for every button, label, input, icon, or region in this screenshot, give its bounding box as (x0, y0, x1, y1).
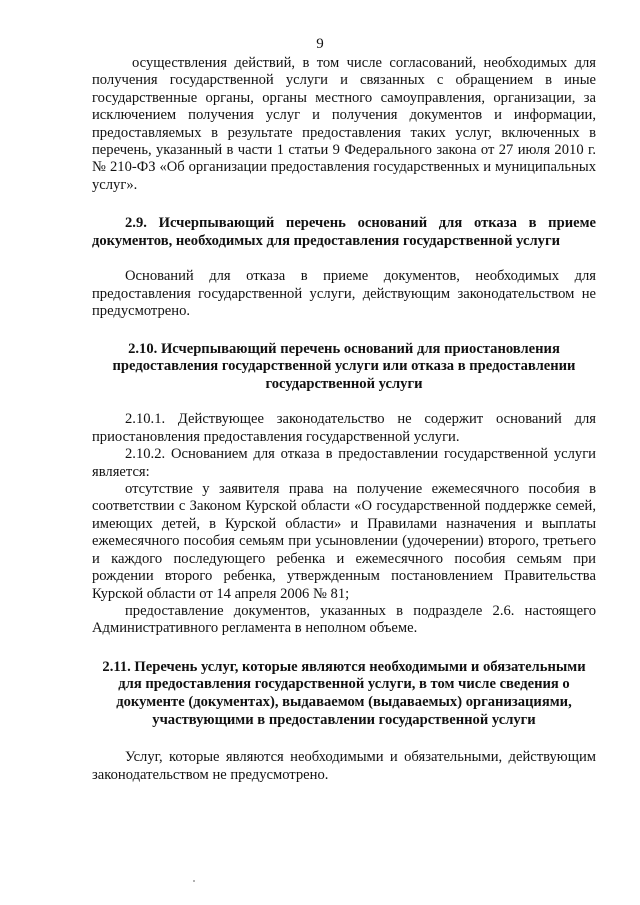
section-2-10-heading: 2.10. Исчерпывающий перечень оснований для приостановления предоставления государственной услуги или отказа в предоставлении государственной услуги (112, 340, 576, 392)
spacer (92, 393, 596, 411)
section-2-11-body: Услуг, которые являются необходимыми и обязательными, действующим законодательством не предусмотрено. (92, 749, 596, 783)
section-2-10-paragraph-1: 2.10.1. Действующее законодательство не содержит оснований для приостановления предоставления государственной услуги. (92, 411, 596, 445)
scan-speck (193, 880, 195, 882)
page-number: 9 (316, 36, 324, 52)
section-2-10-paragraph-4: предоставление документов, указанных в подразделе 2.6. настоящего Административного регламента в неполном объеме. (92, 602, 596, 637)
document-body (92, 55, 596, 784)
spacer (92, 321, 596, 341)
section-2-9-heading: 2.9. Исчерпывающий перечень оснований для отказа в приеме документов, необходимых для предоставления государственной услуги (92, 215, 596, 249)
spacer (92, 638, 596, 659)
section-2-10-paragraph-2: 2.10.2. Основанием для отказа в предоставлении государственной услуги является: (92, 446, 596, 480)
section-2-10-paragraph-3: отсутствие у заявителя права на получение ежемесячного пособия в соответствии с Законом Курской области «О государственной поддержке семей, имеющих детей, в Курской области» и Правилами назначения и выплаты ежемесячного пособия семьям при усыновлении (удочерении) второго, третьего и каждого последующего ребенка и ежемесячного пособия семьям при рождении второго ребенка, утвержденным постановлением Правительства Курской области от 14 апреля 2006 № 81; (92, 481, 596, 602)
spacer (92, 194, 596, 215)
intro-paragraph: осуществления действий, в том числе согласований, необходимых для получения государственной услуги и связанных с обращением в иные государственные органы, органы местного самоуправления, организации, за исключением получения услуг и получения документов и информации, предоставляемых в результате предоставления таких услуг, включенных в перечень, указанный в части 1 статьи 9 Федерального закона от 27 июля 2010 г. № 210-ФЗ «Об организации предоставления государственных и муниципальных услуг». (92, 55, 596, 193)
spacer (92, 729, 596, 749)
spacer (92, 250, 596, 268)
section-2-11-heading: 2.11. Перечень услуг, которые являются необходимыми и обязательными для предоставления государственной услуги, в том числе сведения о документе (документах), выдаваемом (выдаваемых) организациями, участвующими в предоставлении государственной услуги (102, 658, 586, 728)
section-2-9-body: Оснований для отказа в приеме документов, необходимых для предоставления государственной услуги, действующим законодательством не предусмотрено. (92, 268, 596, 320)
